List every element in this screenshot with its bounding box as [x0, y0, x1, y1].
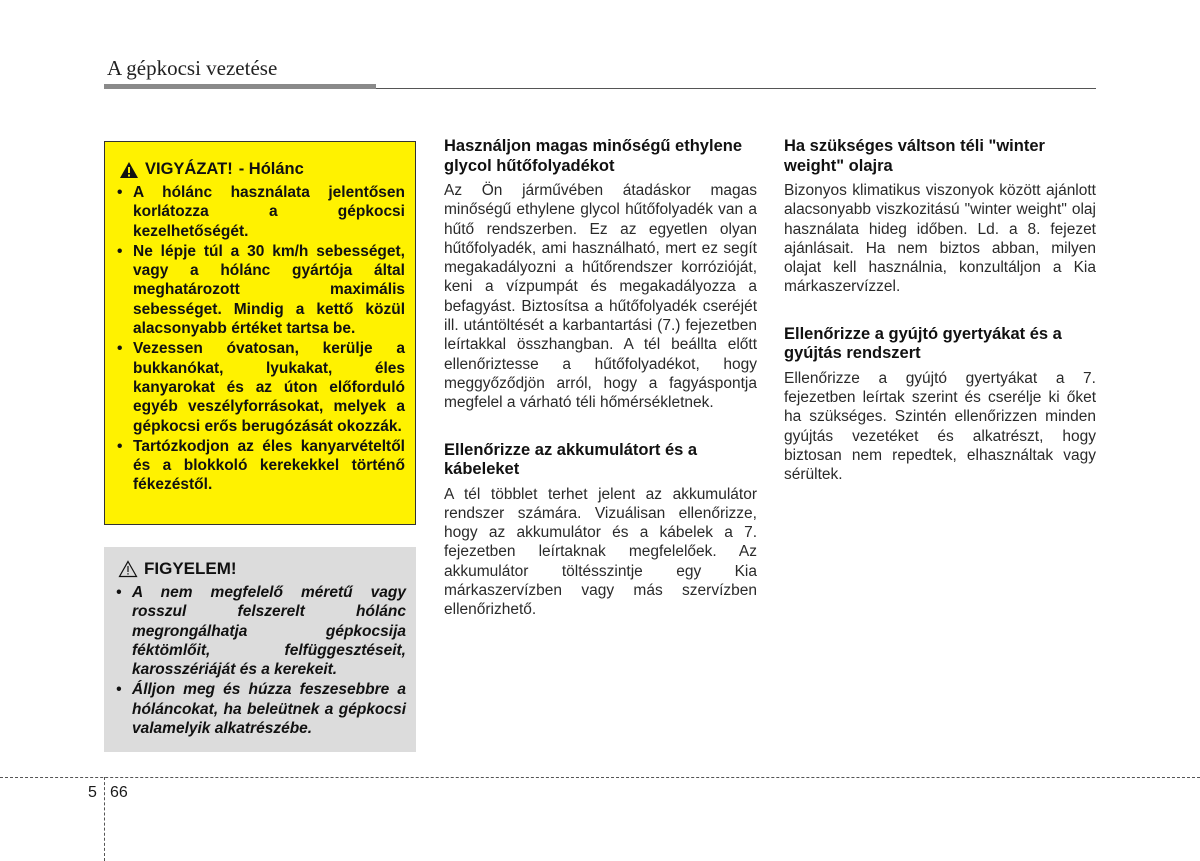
warning-item [115, 339, 405, 435]
notice-item [114, 680, 406, 738]
page-header-title: A gépkocsi vezetése [107, 56, 278, 80]
section-heading-coolant: Használjon magas minőségű ethylene glycol hűtőfolyadékot [444, 137, 742, 175]
warning-list [115, 183, 405, 495]
bullet: • [117, 184, 123, 201]
section-heading-ignition: Ellenőrizze a gyújtó gyertyákat és a gyújtás rendszert [784, 324, 1062, 363]
warning-title [119, 160, 405, 179]
section-text-oil: Bizonyos klimatikus viszonyok között ajánlott alacsonyabb viszkozitású "winter weight" olaj használata hideg időben. Ld. a 8. fejezet ajánlásait. Ha nem biztos abban, milyen olajat kell használnia, konzultáljon a Kia márkaszervízzel. [784, 182, 1096, 296]
notice-item [114, 583, 406, 679]
footer-dashed-rule [0, 777, 1200, 778]
warning-item-text: Ne lépje túl a 30 km/h sebességet, vagy a hólánc gyártója által meghatározott maximális sebességet. Mindig a kettő közül alacsonyabb értéket tartsa be. [133, 242, 405, 338]
caution-triangle-icon [118, 560, 138, 578]
header-rule-thick [104, 84, 376, 89]
warning-item-text: A hólánc használata jelentősen korlátozza a gépkocsi kezelhetőségét. [133, 184, 405, 240]
warning-item [115, 437, 405, 495]
notice-list [114, 583, 406, 738]
notice-title [118, 559, 406, 579]
section-text-battery: A tél többlet terhet jelent az akkumulátor rendszer számára. Vizuálisan ellenőrizze, hogy az akkumulátor és a kábelek a 7. fejezetben leírtaknak megfelelőek. Az akkumulátor töltésszintje egy Kia márkaszervízben vagy más szervízben ellenőrizhető. [444, 485, 757, 619]
bullet: • [116, 681, 122, 699]
column-right [784, 137, 1096, 513]
warning-item [115, 242, 405, 338]
notice-label: FIGYELEM! [144, 559, 237, 578]
warning-triangle-icon [119, 161, 139, 179]
notice-item-text: A nem megfelelő méretű vagy rosszul felszerelt hólánc megrongálhatja gépkocsija féktömlőit, felfüggesztéseit, karosszériáját és a kerekeit. [132, 584, 406, 679]
footer-vertical-dashed-rule [104, 777, 105, 861]
bullet: • [117, 437, 123, 455]
section-text-ignition: Ellenőrizze a gyújtó gyertyákat a 7. fejezetben leírtak szerint és cserélje ki őket ha szükséges. Szintén ellenőrizzen minden gyújtás vezetéket és alkatrészt, hogy biztosan nem repedtek, elhasználtak vagy sérültek. [784, 369, 1096, 484]
section-heading-battery: Ellenőrizze az akkumulátort és a kábeleket [444, 440, 698, 479]
bullet: • [116, 584, 122, 601]
warning-box [104, 141, 416, 525]
header-rule-thin [376, 88, 1096, 89]
warning-item-text: Vezessen óvatosan, kerülje a bukkanókat, lyukakat, éles kanyarokat és az úton előforduló egyéb veszélyforrásokat, melyek a gépkocsi erős berugózását okozzák. [133, 340, 405, 435]
bullet: • [117, 340, 123, 358]
warning-subtitle: - Hólánc [238, 160, 304, 178]
section-heading-oil: Ha szükséges váltson téli "winter weight" olajra [784, 137, 1045, 175]
column-middle [444, 137, 757, 648]
warning-item [115, 183, 405, 241]
bullet: • [117, 242, 123, 260]
section-text-coolant: Az Ön járművében átadáskor magas minőségű ethylene glycol hűtőfolyadék van a hűtő rendszerben. Ez az egyetlen olyan hűtőfolyadék, ami használható, mert ez segít megakadályozni a hűtőrendszer korrózióját, keni a vízpumpát és megakadályozza a befagyást. Biztosítsa a hűtőfolyadék cseréjét ill. utántöltését a karbantartási (7.) fejezetben leírtakkal összhangban. A tél beállta előtt ellenőriztesse a hűtőfolyadékot, hogy meggyőződjön arról, hogy a fagyáspontja megfelel a várható téli hőmérsékletnek. [444, 182, 757, 412]
page-number: 66 [110, 784, 128, 801]
warning-item-text: Tartózkodjon az éles kanyarvételtől és a blokkoló kerekekkel történő fékezéstől. [133, 437, 405, 494]
notice-box [104, 547, 416, 752]
notice-item-text: Álljon meg és húzza feszesebbre a hóláncokat, ha beleütnek a gépkocsi valamelyik alkatrészébe. [132, 681, 406, 738]
page-section-number: 5 [88, 784, 97, 801]
warning-label: VIGYÁZAT! [145, 160, 233, 178]
